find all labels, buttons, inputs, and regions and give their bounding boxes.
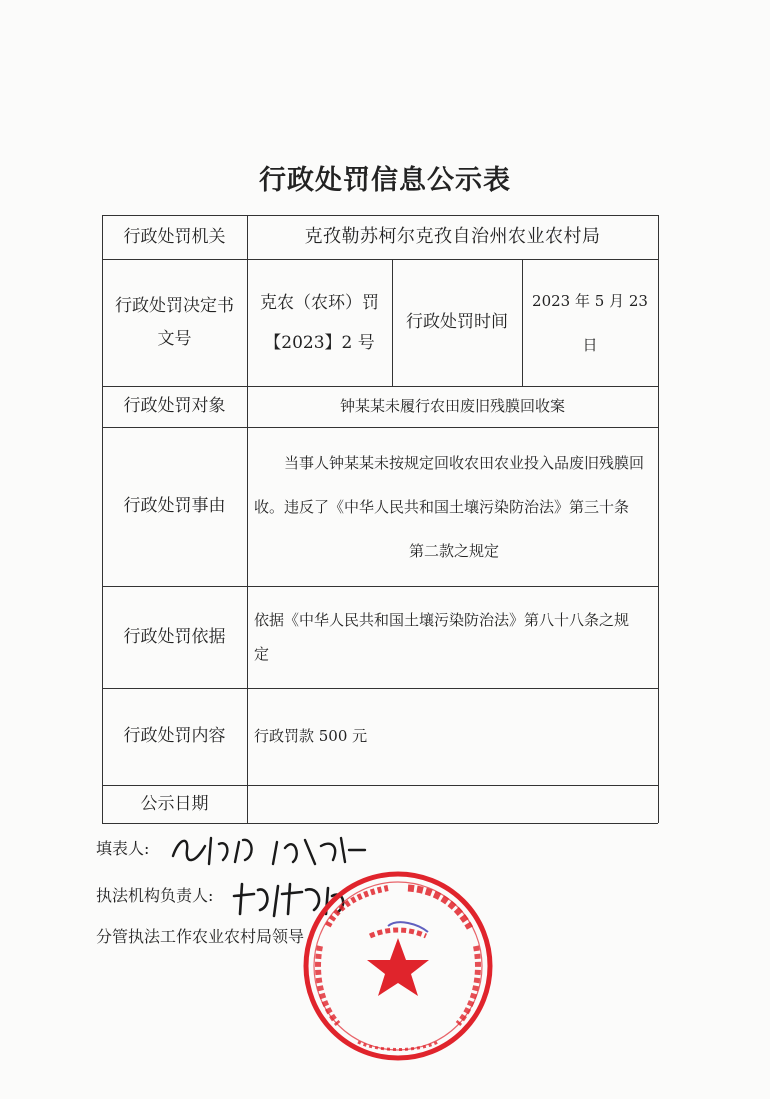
- table-border-bottom: [102, 823, 658, 824]
- content-label: 行政处罚内容: [123, 726, 226, 747]
- official-seal: [298, 866, 498, 1066]
- decision-number-label: [102, 259, 247, 386]
- penalty-time-value: [522, 259, 658, 386]
- authority-label: 行政处罚机关: [123, 226, 226, 247]
- supervisor-label: 分管执法工作农业农村局领导: [96, 927, 305, 946]
- enforcement-head-label: 执法机构负责人:: [96, 886, 214, 905]
- penalty-info-table: [102, 215, 658, 823]
- page-title: 行政处罚信息公示表: [259, 165, 511, 196]
- reason-value: [254, 427, 654, 586]
- penalty-time-label: 行政处罚时间: [406, 312, 508, 333]
- basis-line2: 定: [254, 645, 270, 663]
- target-label: 行政处罚对象: [123, 396, 226, 417]
- basis-value: [254, 586, 654, 688]
- content-value: 行政罚款 500 元: [254, 727, 368, 746]
- penalty-date-line1: 2023 年 5 月 23: [532, 291, 648, 310]
- reason-line3: 第二款之规定: [408, 541, 499, 560]
- decision-number-value: [247, 259, 392, 386]
- basis-label: 行政处罚依据: [123, 626, 226, 647]
- table-border-right: [658, 215, 659, 823]
- reason-line2: 收。违反了《中华人民共和国土壤污染防治法》第三十条: [254, 497, 630, 516]
- basis-line1: 依据《中华人民共和国土壤污染防治法》第八十八条之规: [254, 611, 630, 629]
- penalty-date-line2: 日: [582, 335, 598, 354]
- publish-date-value: [254, 785, 654, 823]
- decision-number-label-line1: 行政处罚决定书: [115, 296, 234, 317]
- decision-number-label-line2: 文号: [157, 328, 192, 349]
- target-value: 钟某某未履行农田废旧残膜回收案: [339, 397, 565, 416]
- reason-label: 行政处罚事由: [123, 496, 226, 517]
- publish-date-label: 公示日期: [140, 793, 209, 814]
- filler-label: 填表人:: [96, 839, 150, 858]
- reason-line1: 当事人钟某某未按规定回收农田农业投入品废旧残膜回: [284, 453, 645, 472]
- decision-number-line1: 克农（农环）罚: [260, 292, 379, 313]
- authority-value: 克孜勒苏柯尔克孜自治州农业农村局: [304, 225, 601, 247]
- decision-number-line2: 【2023】2 号: [264, 332, 375, 353]
